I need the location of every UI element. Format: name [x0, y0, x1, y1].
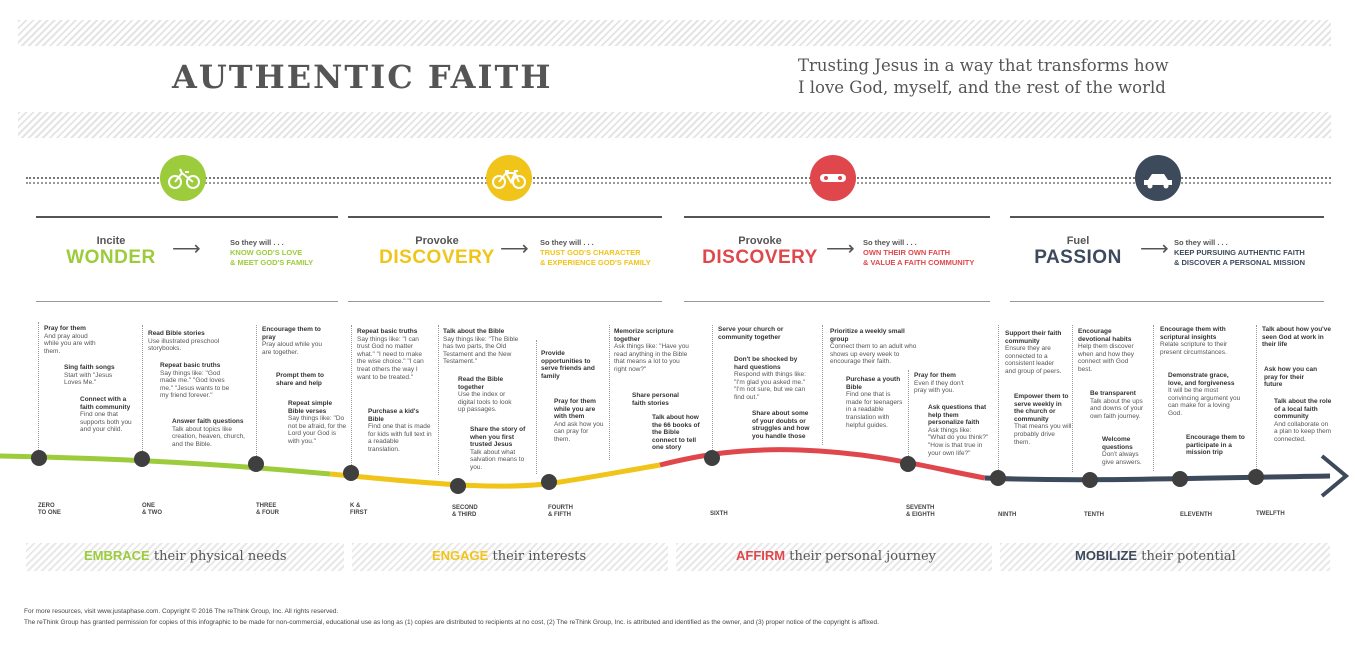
- guide-line: [609, 325, 610, 460]
- stage-label: FOURTH & FIFTH: [548, 505, 573, 518]
- tip-note: Share personal faith stories: [632, 392, 679, 407]
- phase-title: DISCOVERY: [702, 247, 818, 268]
- mid-hatch-band: [18, 112, 1331, 138]
- stage-node: [1082, 472, 1098, 488]
- footer-permission: The reThink Group has granted permission for copies of this infographic to be made for non-commercial, educational use as long as (1) copies are distributed to recipients at no cost, (2) The reThink Group, Inc. is attributed and identified as the owner, and (3) proper notice of the copyright is affixed.: [24, 619, 879, 626]
- phase-verb: Provoke: [738, 235, 782, 247]
- tip-note: Answer faith questions Talk about topics like creation, heaven, church, and the Bible.: [172, 418, 245, 448]
- guide-line: [438, 325, 439, 475]
- stage-label: SIXTH: [710, 511, 728, 517]
- strategy-mobilize: MOBILIZE their potential: [1075, 548, 1236, 564]
- stage-label: SEVENTH & EIGHTH: [906, 505, 935, 518]
- phase-rule-lower-3: [684, 301, 990, 302]
- stage-node: [248, 456, 264, 472]
- tip-note: Don't be shocked by hard questions Respond with things like: "I'm glad you asked me." "I'm not sure, but we can find out.": [734, 356, 806, 401]
- stage-label: TWELFTH: [1256, 511, 1285, 517]
- stage-label: K & FIRST: [350, 503, 368, 516]
- guide-line: [38, 322, 39, 450]
- phase-outcome: So they will . . . KEEP PURSUING AUTHENTIC FAITH & DISCOVER A PERSONAL MISSION: [1174, 238, 1305, 267]
- guide-line: [351, 325, 352, 465]
- stage-node: [990, 470, 1006, 486]
- tip-note: Pray for them Even if they don't pray with you.: [914, 372, 964, 395]
- phase-title: WONDER: [66, 247, 156, 268]
- strategy-affirm: AFFIRM their personal journey: [736, 548, 937, 564]
- stage-node: [1248, 469, 1264, 485]
- guide-line: [142, 325, 143, 451]
- page-subtitle: Trusting Jesus in a way that transforms how I love God, myself, and the rest of the world: [798, 56, 1169, 97]
- stage-node: [31, 450, 47, 466]
- stage-node: [541, 474, 557, 490]
- stage-label: ONE & TWO: [142, 503, 162, 516]
- phase-rule-2: [348, 216, 662, 218]
- tip-note: Encourage them with scriptural insights Relate scripture to their present circumstances.: [1160, 326, 1228, 356]
- phase-outcome: So they will . . . OWN THEIR OWN FAITH & VALUE A FAITH COMMUNITY: [863, 238, 975, 267]
- phase-title: DISCOVERY: [379, 247, 495, 268]
- phase-rule-4: [1010, 216, 1324, 218]
- tip-note: Purchase a kid's Bible Find one that is made for kids with full text in a readable translation.: [368, 408, 432, 453]
- tip-note: Encourage devotional habits Help them discover when and how they connect with God best.: [1078, 328, 1135, 373]
- stage-node: [450, 478, 466, 494]
- stage-label: NINTH: [998, 512, 1017, 518]
- tip-note: Serve your church or community together: [718, 326, 784, 341]
- guide-line: [998, 325, 999, 470]
- stage-label: TENTH: [1084, 512, 1104, 518]
- tip-note: Encourage them to pray Pray aloud while you are together.: [262, 326, 322, 356]
- top-hatch-band: [18, 20, 1331, 46]
- phase-rule-lower-4: [1010, 301, 1324, 302]
- tip-note: Pray for them And pray aloud while you are with them.: [44, 325, 96, 355]
- arrow-right-icon: ⟶: [826, 238, 855, 260]
- stage-node: [900, 456, 916, 472]
- tip-note: Sing faith songs Start with "Jesus Loves Me.": [64, 364, 115, 387]
- guide-line: [1072, 325, 1073, 472]
- tip-note: Share about some of your doubts or struggles and how you handle those: [752, 410, 810, 440]
- tip-note: Provide opportunities to serve friends and family: [541, 350, 595, 380]
- tip-note: Read Bible stories Use illustrated preschool storybooks.: [148, 330, 220, 353]
- tip-note: Ask how you can pray for their future: [1264, 366, 1318, 389]
- phase-rule-3: [684, 216, 990, 218]
- tip-note: Repeat basic truths Say things like: "I can trust God no matter what." "I need to make the wise choice." "I can treat others the way I want to be treated.": [357, 328, 424, 381]
- phase-outcome: So they will . . . KNOW GOD'S LOVE & MEET GOD'S FAMILY: [230, 238, 314, 267]
- tip-note: Connect with a faith community Find one that supports both you and your child.: [80, 396, 132, 434]
- tip-note: Talk about how the 66 books of the Bible connect to tell one story: [652, 414, 700, 452]
- tip-note: Be transparent Talk about the ups and downs of your own faith journey.: [1090, 390, 1144, 420]
- phase-verb: Incite: [96, 235, 126, 247]
- guide-line: [1153, 325, 1154, 471]
- arrow-right-icon: ⟶: [500, 238, 529, 260]
- car-icon: [1135, 155, 1181, 201]
- guide-line: [712, 325, 713, 450]
- stage-label: THREE & FOUR: [256, 503, 279, 516]
- tip-note: Ask questions that help them personalize faith Ask things like: "What do you think?" "How is that true in your own life?": [928, 404, 989, 457]
- tip-note: Repeat simple Bible verses Say things like: "Do not be afraid, for the Lord your God is with you.": [288, 400, 347, 445]
- strategy-embrace: EMBRACE their physical needs: [84, 548, 287, 564]
- tip-note: Encourage them to participate in a mission trip: [1186, 434, 1245, 457]
- tip-note: Share the story of when you first trusted Jesus Talk about what salvation means to you.: [470, 426, 526, 471]
- phase-outcome: So they will . . . TRUST GOD'S CHARACTER & EXPERIENCE GOD'S FAMILY: [540, 238, 651, 267]
- tip-note: Purchase a youth Bible Find one that is made for teenagers in a readable translation with helpful guides.: [846, 376, 903, 429]
- tip-note: Read the Bible together Use the index or digital tools to look up passages.: [458, 376, 512, 414]
- stage-node: [1172, 471, 1188, 487]
- bicycle-icon: [486, 155, 532, 201]
- guide-line: [536, 340, 537, 474]
- tip-note: Pray for them while you are with them And ask how you can pray for them.: [554, 398, 604, 443]
- phase-verb: Provoke: [415, 235, 459, 247]
- phase-rule-lower-1: [36, 301, 338, 302]
- guide-line: [1256, 325, 1257, 469]
- tip-note: Prompt them to share and help: [276, 372, 325, 387]
- phase-rule-1: [36, 216, 338, 218]
- stage-node: [343, 465, 359, 481]
- phase-title: PASSION: [1034, 247, 1122, 268]
- stage-label: SECOND & THIRD: [452, 505, 478, 518]
- tip-note: Repeat basic truths Say things like: "God made me." "God loves me." "Jesus wants to be my friend forever.": [160, 362, 230, 400]
- page-title: AUTHENTIC FAITH: [172, 58, 553, 96]
- phase-rule-lower-2: [348, 301, 662, 302]
- footer-credit: For more resources, visit www.justaphase.com. Copyright © 2016 The reThink Group, Inc. All rights reserved.: [24, 608, 339, 615]
- stage-label: ZERO TO ONE: [38, 503, 61, 516]
- stage-node: [704, 450, 720, 466]
- guide-line: [822, 325, 823, 445]
- arrow-right-icon: ⟶: [172, 238, 201, 260]
- tip-note: Empower them to serve weekly in the church or community That means you will probably drive them.: [1014, 393, 1072, 446]
- guide-line: [256, 325, 257, 456]
- arrow-right-icon: ⟶: [1140, 238, 1169, 260]
- tip-note: Welcome questions Don't always give answers.: [1102, 436, 1142, 466]
- tip-note: Memorize scripture together Ask things like: "Have you read anything in the Bible that means a lot to you right now?": [614, 328, 689, 373]
- stage-label: ELEVENTH: [1180, 512, 1213, 518]
- tip-note: Support their faith community Ensure they are connected to a consistent leader and group of peers.: [1005, 330, 1062, 375]
- tip-note: Talk about how you've seen God at work in their life: [1262, 326, 1331, 349]
- skateboard-icon: [810, 155, 856, 201]
- tip-note: Prioritize a weekly small group Connect them to an adult who shows up every week to encourage their faith.: [830, 328, 917, 366]
- phase-verb: Fuel: [1066, 235, 1090, 247]
- guide-line: [908, 370, 909, 456]
- tip-note: Demonstrate grace, love, and forgiveness It will be the most convincing argument you can make for a loving God.: [1168, 372, 1241, 417]
- strategy-engage: ENGAGE their interests: [432, 548, 587, 564]
- tricycle-icon: [160, 155, 206, 201]
- stage-node: [134, 451, 150, 467]
- tip-note: Talk about the role of a local faith community And collaborate on a plan to keep them connected.: [1274, 398, 1332, 443]
- tip-note: Talk about the Bible Say things like: "The Bible has two parts, the Old Testament and the New Testament.": [443, 328, 519, 366]
